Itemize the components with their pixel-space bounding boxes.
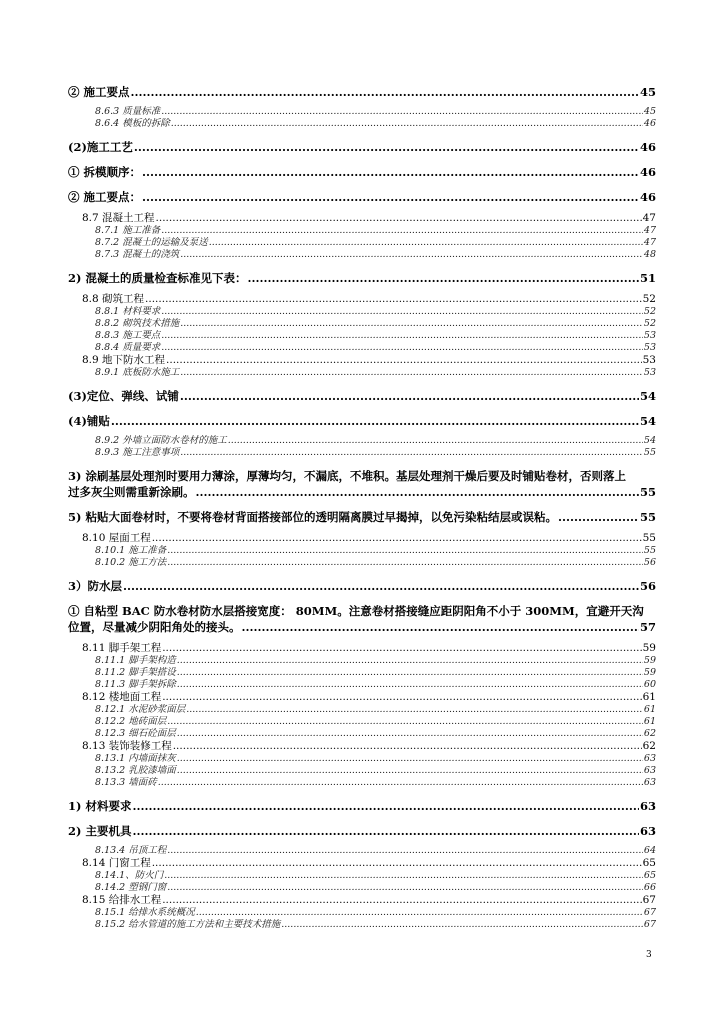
- toc-entry[interactable]: [68, 468, 656, 500]
- toc-entry[interactable]: [68, 118, 656, 130]
- toc-entry-page: 47: [643, 225, 656, 236]
- toc-entry[interactable]: [68, 84, 656, 100]
- toc-entry-title: 8.8 砌筑工程: [82, 293, 145, 305]
- dot-leader: [161, 330, 643, 342]
- toc-entry-title: 8.6.3 质量标准: [95, 106, 161, 117]
- toc-entry-page: 45: [639, 85, 656, 99]
- dot-leader: [167, 716, 643, 728]
- toc-entry-title: 8.11.1 脚手架构造: [95, 655, 176, 666]
- toc-entry[interactable]: [68, 557, 656, 569]
- dot-leader: [177, 753, 643, 765]
- toc-entry-page: 67: [643, 919, 656, 930]
- toc-entry-title: 8.12.3 细石砼面层: [95, 728, 176, 739]
- toc-entry-page: 55: [642, 532, 656, 544]
- toc-entry-page: 61: [642, 691, 656, 703]
- toc-entry-title: ② 施工要点: [68, 85, 130, 99]
- toc-entry-title: 8.12.2 地砖面层: [95, 716, 167, 727]
- toc-entry-title: 8.14 门窗工程: [82, 857, 151, 869]
- toc-entry-page: 62: [643, 728, 656, 739]
- toc-entry-title: 8.8.3 施工要点: [95, 330, 161, 341]
- dot-leader: [132, 798, 639, 814]
- toc-entry-page: 56: [643, 557, 656, 568]
- dot-leader: [196, 484, 639, 500]
- toc-entry-page: 53: [643, 367, 656, 378]
- toc-entry-title: 1) 材料要求: [68, 799, 132, 813]
- toc-entry[interactable]: [68, 330, 656, 342]
- toc-entry-page: 64: [643, 845, 656, 856]
- toc-entry-page: 66: [643, 882, 656, 893]
- toc-entry[interactable]: [68, 667, 656, 679]
- toc-entry-title: 8.14.2 塑钢门窗: [95, 882, 167, 893]
- toc-entry[interactable]: [68, 603, 656, 635]
- toc-entry[interactable]: [68, 857, 656, 870]
- toc-entry-page: 63: [643, 753, 656, 764]
- toc-entry-page: 59: [643, 667, 656, 678]
- toc-entry[interactable]: [68, 367, 656, 379]
- toc-entry[interactable]: [68, 845, 656, 857]
- toc-entry[interactable]: [68, 270, 656, 286]
- toc-entry-title: 8.11.2 脚手架搭设: [95, 667, 176, 678]
- dot-leader: [145, 293, 642, 306]
- dot-leader: [173, 740, 642, 753]
- toc-entry-title-continued: 位置，尽量减少阴阳角处的接头。: [68, 620, 241, 634]
- toc-entry[interactable]: [68, 907, 656, 919]
- dot-leader: [161, 106, 643, 118]
- dot-leader: [167, 557, 643, 569]
- toc-entry-title: 8.13.1 内墙面抹灰: [95, 753, 176, 764]
- toc-entry[interactable]: [68, 413, 656, 429]
- toc-entry-title: 8.7.2 混凝土的运输及泵送: [95, 237, 208, 248]
- toc-entry[interactable]: [68, 293, 656, 306]
- toc-entry[interactable]: [68, 919, 656, 931]
- toc-entry[interactable]: [68, 249, 656, 261]
- toc-entry[interactable]: [68, 306, 656, 318]
- toc-entry-page: 55: [639, 485, 656, 499]
- dot-leader: [152, 857, 642, 870]
- toc-entry-page: 61: [643, 716, 656, 727]
- dot-leader: [162, 691, 641, 704]
- toc-entry[interactable]: [68, 237, 656, 249]
- toc-entry-title: 8.9.2 外墙立面防水卷材的施工: [95, 435, 227, 446]
- toc-entry-title: 8.12.1 水泥砂浆面层: [95, 704, 186, 715]
- table-of-contents: [68, 84, 656, 931]
- toc-entry-page: 62: [642, 740, 656, 752]
- toc-entry[interactable]: [68, 318, 656, 330]
- toc-entry-title: 5) 粘贴大面卷材时，不要将卷材背面搭接部位的透明隔离膜过早揭掉，以免污染粘结层或误粘。: [68, 510, 557, 524]
- dot-leader: [152, 532, 642, 545]
- toc-entry-page: 54: [639, 414, 656, 428]
- dot-leader: [177, 679, 643, 691]
- toc-entry[interactable]: [68, 765, 656, 777]
- page-number: 3: [646, 950, 652, 960]
- toc-entry-title: 8.13.3 墙面砖: [95, 777, 157, 788]
- toc-entry-title: 8.8.1 材料要求: [95, 306, 161, 317]
- dot-leader: [167, 545, 643, 557]
- dot-leader: [142, 164, 639, 180]
- toc-entry-page: 53: [643, 342, 656, 353]
- toc-entry[interactable]: [68, 447, 656, 459]
- dot-leader: [177, 655, 643, 667]
- dot-leader: [132, 823, 639, 839]
- toc-entry-title: 8.11.3 脚手架拆除: [95, 679, 176, 690]
- toc-entry-page: 63: [639, 799, 656, 813]
- toc-entry-page: 65: [643, 870, 656, 881]
- toc-entry-page: 53: [642, 354, 656, 366]
- dot-leader: [166, 354, 642, 367]
- toc-entry[interactable]: [68, 642, 656, 655]
- dot-leader: [180, 388, 639, 404]
- toc-entry[interactable]: [68, 679, 656, 691]
- toc-entry-page: 67: [643, 907, 656, 918]
- toc-entry-title: 8.15.2 给水管道的施工方法和主要技术措施: [95, 919, 281, 930]
- toc-entry[interactable]: [68, 532, 656, 545]
- toc-entry-page: 46: [639, 190, 656, 204]
- toc-entry-page: 46: [643, 118, 656, 129]
- dot-leader: [180, 367, 643, 379]
- toc-entry[interactable]: [68, 106, 656, 118]
- toc-entry[interactable]: [68, 164, 656, 180]
- dot-leader: [161, 342, 643, 354]
- toc-entry-title: 8.10.1 施工准备: [95, 545, 167, 556]
- toc-entry-page: 55: [643, 545, 656, 556]
- toc-entry[interactable]: [68, 716, 656, 728]
- toc-entry[interactable]: [68, 777, 656, 789]
- dot-leader: [186, 704, 643, 716]
- dot-leader: [111, 413, 639, 429]
- dot-leader: [242, 619, 639, 635]
- toc-entry-title: 8.14.1、防火门: [95, 870, 164, 881]
- toc-entry-title: 8.7.3 混凝土的浇筑: [95, 249, 180, 260]
- dot-leader: [131, 84, 639, 100]
- toc-entry-title: ① 拆模顺序：: [68, 165, 142, 179]
- toc-entry[interactable]: [68, 870, 656, 882]
- toc-entry-page: 63: [643, 777, 656, 788]
- toc-entry-title: 8.15 给排水工程: [82, 894, 162, 906]
- toc-entry-page: 53: [643, 330, 656, 341]
- toc-entry-page: 47: [643, 237, 656, 248]
- toc-entry-title: 8.15.1 给排水系统概况: [95, 907, 195, 918]
- toc-entry-page: 65: [642, 857, 656, 869]
- dot-leader: [228, 435, 643, 447]
- toc-entry-page: 52: [643, 318, 656, 329]
- toc-entry-page: 55: [643, 447, 656, 458]
- toc-entry[interactable]: [68, 212, 656, 225]
- toc-entry-page: 59: [643, 655, 656, 666]
- toc-entry-title: 8.13.4 吊顶工程: [95, 845, 167, 856]
- toc-entry-page: 56: [639, 579, 656, 593]
- dot-leader: [247, 270, 639, 286]
- toc-entry-title: 8.8.2 砌筑技术措施: [95, 318, 180, 329]
- toc-entry-title: 8.9.1 底板防水施工: [95, 367, 180, 378]
- toc-entry[interactable]: [68, 225, 656, 237]
- dot-leader: [196, 907, 643, 919]
- toc-entry-page: 52: [643, 306, 656, 317]
- toc-entry[interactable]: [68, 728, 656, 740]
- toc-entry-page: 46: [639, 140, 656, 154]
- dot-leader: [167, 882, 643, 894]
- toc-entry[interactable]: [68, 509, 656, 525]
- toc-entry[interactable]: [68, 354, 656, 367]
- toc-entry[interactable]: [68, 139, 656, 155]
- toc-entry-title: 8.7.1 施工准备: [95, 225, 161, 236]
- toc-entry-page: 51: [639, 271, 656, 285]
- toc-entry[interactable]: [68, 704, 656, 716]
- dot-leader: [177, 728, 643, 740]
- toc-entry-title: 8.12 楼地面工程: [82, 691, 162, 703]
- dot-leader: [180, 318, 643, 330]
- toc-entry-title: 8.7 混凝土工程: [82, 212, 155, 224]
- dot-leader: [558, 509, 639, 525]
- toc-entry-page: 60: [643, 679, 656, 690]
- toc-entry-page: 59: [642, 642, 656, 654]
- dot-leader: [164, 870, 643, 882]
- dot-leader: [142, 189, 639, 205]
- dot-leader: [281, 919, 643, 931]
- toc-entry[interactable]: [68, 189, 656, 205]
- toc-entry[interactable]: [68, 691, 656, 704]
- dot-leader: [156, 212, 642, 225]
- dot-leader: [180, 447, 643, 459]
- toc-entry-title: 8.11 脚手架工程: [82, 642, 162, 654]
- toc-entry-title: 8.10 屋面工程: [82, 532, 151, 544]
- dot-leader: [167, 845, 643, 857]
- toc-entry[interactable]: [68, 655, 656, 667]
- dot-leader: [161, 306, 643, 318]
- toc-entry-title: (3)定位、弹线、试铺: [68, 389, 179, 403]
- toc-entry-page: 63: [643, 765, 656, 776]
- toc-entry-page: 55: [639, 510, 656, 524]
- toc-entry-title: (4)铺贴: [68, 414, 110, 428]
- toc-entry-title: ② 施工要点：: [68, 190, 142, 204]
- toc-entry[interactable]: [68, 545, 656, 557]
- toc-entry[interactable]: [68, 435, 656, 447]
- toc-entry-title: 8.13.2 乳胶漆墙面: [95, 765, 176, 776]
- toc-entry-title: 3) 涂刷基层处理剂时要用力薄涂，厚薄均匀，不漏底，不堆积。基层处理剂干燥后要及时铺贴卷材，否则落上: [68, 469, 626, 483]
- toc-entry-page: 63: [639, 824, 656, 838]
- dot-leader: [162, 642, 641, 655]
- toc-entry-title: 8.8.4 质量要求: [95, 342, 161, 353]
- toc-entry[interactable]: [68, 798, 656, 814]
- dot-leader: [134, 139, 639, 155]
- toc-entry-page: 54: [639, 389, 656, 403]
- toc-entry-page: 57: [639, 620, 656, 634]
- toc-entry-page: 46: [639, 165, 656, 179]
- toc-entry-title-continued: 过多灰尘则需重新涂刷。: [68, 485, 195, 499]
- toc-entry[interactable]: [68, 578, 656, 594]
- toc-entry-page: 61: [643, 704, 656, 715]
- dot-leader: [123, 578, 639, 594]
- toc-entry-page: 45: [643, 106, 656, 117]
- dot-leader: [162, 894, 641, 907]
- toc-entry[interactable]: [68, 882, 656, 894]
- toc-entry-page: 54: [643, 435, 656, 446]
- toc-entry-title: 2) 混凝土的质量检查标准见下表：: [68, 271, 247, 285]
- toc-entry-title: 8.6.4 模板的拆除: [95, 118, 170, 129]
- toc-entry-page: 67: [642, 894, 656, 906]
- dot-leader: [161, 225, 643, 237]
- toc-entry[interactable]: [68, 894, 656, 907]
- toc-entry[interactable]: [68, 753, 656, 765]
- toc-entry[interactable]: [68, 342, 656, 354]
- toc-entry-page: 48: [643, 249, 656, 260]
- dot-leader: [177, 667, 643, 679]
- toc-entry-title: 8.10.2 施工方法: [95, 557, 167, 568]
- toc-entry-page: 47: [642, 212, 656, 224]
- dot-leader: [180, 249, 643, 261]
- dot-leader: [209, 237, 643, 249]
- toc-entry[interactable]: [68, 388, 656, 404]
- toc-entry-title: 8.13 装饰装修工程: [82, 740, 172, 752]
- toc-entry-title: 2) 主要机具: [68, 824, 132, 838]
- toc-entry[interactable]: [68, 823, 656, 839]
- toc-entry-title: ① 自粘型 BAC 防水卷材防水层搭接宽度： 80MM。注意卷材搭接缝应距阴阳角不小于 300MM，宜避开天沟: [68, 604, 644, 618]
- toc-entry-title: (2)施工工艺: [68, 140, 133, 154]
- toc-entry-title: 8.9.3 施工注意事项: [95, 447, 180, 458]
- toc-entry-title: 8.9 地下防水工程: [82, 354, 166, 366]
- dot-leader: [171, 118, 643, 130]
- toc-entry-title: 3）防水层: [68, 579, 123, 593]
- toc-entry-page: 52: [642, 293, 656, 305]
- dot-leader: [177, 765, 643, 777]
- toc-entry[interactable]: [68, 740, 656, 753]
- dot-leader: [158, 777, 643, 789]
